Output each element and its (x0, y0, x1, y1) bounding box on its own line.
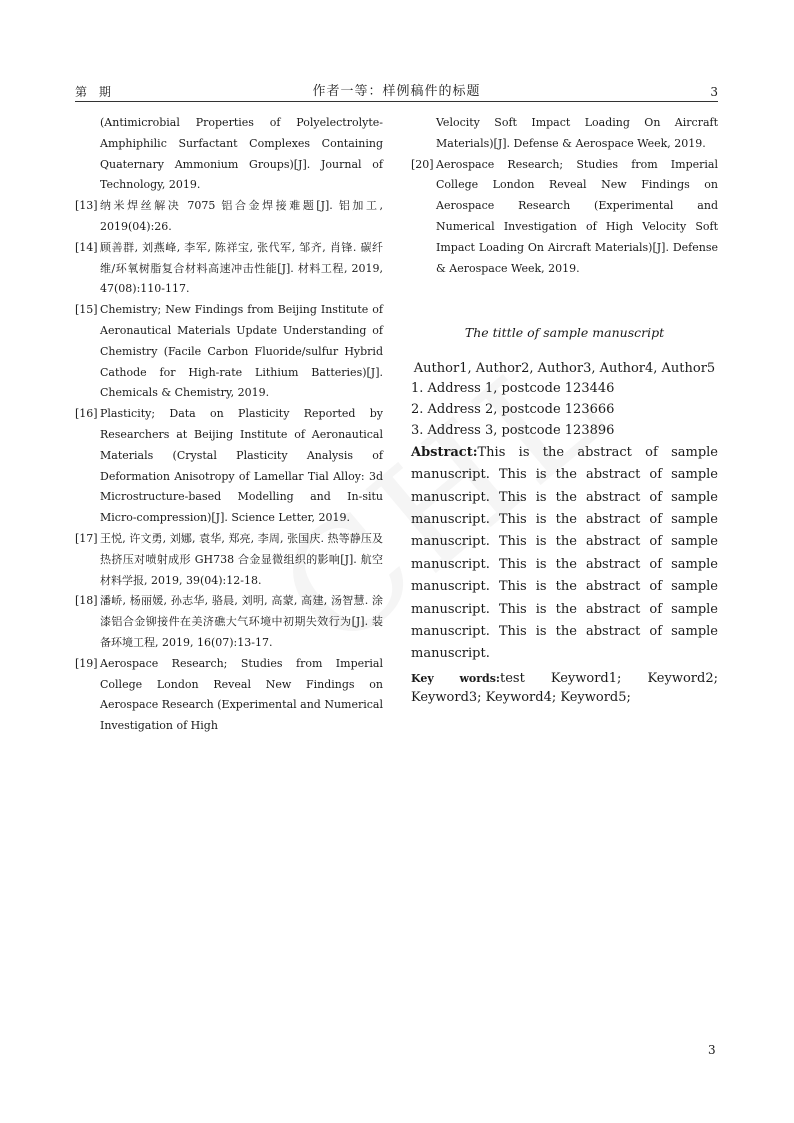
address-line: 3. Address 3, postcode 123896 (411, 422, 615, 438)
header-issue-label: 第 期 (75, 85, 115, 99)
reference-number: [20] (411, 157, 434, 171)
reference-item (411, 155, 718, 280)
reference-number: [14] (75, 240, 98, 254)
address-line: 2. Address 2, postcode 123666 (411, 402, 615, 418)
reference-item (75, 300, 383, 404)
reference-text: Velocity Soft Impact Loading On Aircraft Materials)[J]. Defense & Aerospace Week, 2019. (436, 116, 718, 150)
reference-text: Aerospace Research; Studies from Imperial College London Reveal New Findings on Aerospace Research (Experimental and Numerical Investigation of High (100, 656, 383, 733)
reference-item (75, 654, 383, 737)
right-column (411, 113, 718, 720)
reference-text: 潘峤, 杨丽媛, 孙志华, 骆晨, 刘明, 高蒙, 高建, 汤智慧. 涂漆铝合金铆接件在美济礁大气环境中初期失效行为[J]. 装备环境工程, 2019, 16(07):13-17. (100, 594, 383, 649)
reference-item (75, 238, 383, 300)
left-column (75, 113, 383, 737)
reference-number: [18] (75, 594, 98, 608)
header-page-number: 3 (710, 85, 718, 99)
header-rule (75, 101, 718, 102)
running-header (75, 84, 718, 100)
reference-item (75, 404, 383, 529)
reference-item (75, 113, 383, 196)
reference-item (75, 591, 383, 653)
reference-text: 王悦, 许文勇, 刘娜, 袁华, 郑亮, 李周, 张国庆. 热等静压及热挤压对喷射成形 GH738 合金显微组织的影响[J]. 航空材料学报, 2019, 39(04):12-18. (100, 531, 383, 587)
keywords-label: Key words: (411, 671, 500, 685)
abstract-text: This is the abstract of sample manuscript. This is the abstract of sample manuscript. This is the abstract of sample manuscript. This is the abstract of sample manuscript. This is the abstract of sample manuscript. This is the abstract of sample manuscript. This is the abstract of sample manuscript. This is the abstract of sample manuscript. This is the abstract of sample manuscript. (411, 444, 718, 662)
english-abstract (411, 442, 718, 666)
reference-text: 顾善群, 刘燕峰, 李军, 陈祥宝, 张代军, 邹齐, 肖锋. 碳纤维/环氧树脂复合材料高速冲击性能[J]. 材料工程, 2019, 47(08):110-117. (100, 240, 383, 296)
reference-number: [13] (75, 199, 98, 213)
reference-item (411, 113, 718, 155)
reference-text: Aerospace Research; Studies from Imperial College London Reveal New Findings on Aerospace Research (Experimental and Numerical Investigation of High Velocity Soft Impact Loading On Aircraft Materials)[J]. Defense & Aerospace Week, 2019. (436, 157, 718, 275)
footer-page-number: 3 (708, 1043, 716, 1057)
reference-text: Chemistry; New Findings from Beijing Institute of Aeronautical Materials Update Understanding of Chemistry (Facile Carbon Fluoride/sulfur Hybrid Cathode for High-rate Lithium Batteries)[J]. Chemicals & Chemistry, 2019. (100, 303, 383, 400)
reference-number: [16] (75, 407, 98, 421)
reference-number: [19] (75, 656, 98, 670)
reference-text: Plasticity; Data on Plasticity Reported by Researchers at Beijing Institute of Aeronautical Materials (Crystal Plasticity Analysis of Deformation Anisotropy of Lamellar Tial Alloy: 3d Microstructure-based Modelling and In-situ Micro-compression)[J]. Science Letter, 2019. (100, 407, 383, 525)
reference-text: 纳米焊丝解决 7075 铝合金焊接难题[J]. 铝加工, 2019(04):26. (100, 199, 383, 233)
english-keywords (411, 669, 718, 707)
address-line: 1. Address 1, postcode 123446 (411, 381, 615, 397)
abstract-label: Abstract: (411, 444, 478, 460)
english-authors: Author1, Author2, Author3, Author4, Author5 (413, 361, 716, 377)
reference-item (75, 196, 383, 238)
english-title: The tittle of sample manuscript (464, 325, 665, 341)
reference-number: [15] (75, 303, 98, 317)
reference-number: [17] (75, 531, 98, 545)
keywords-text: test Keyword1; Keyword2; Keyword3; Keyword4; Keyword5; (411, 670, 718, 705)
header-title: 作者一等：样例稿件的标题 (312, 84, 481, 99)
reference-text: (Antimicrobial Properties of Polyelectrolyte-Amphiphilic Surfactant Complexes Containing Quaternary Ammonium Groups)[J]. Journal of Technology, 2019. (100, 116, 383, 192)
reference-item (75, 529, 383, 591)
